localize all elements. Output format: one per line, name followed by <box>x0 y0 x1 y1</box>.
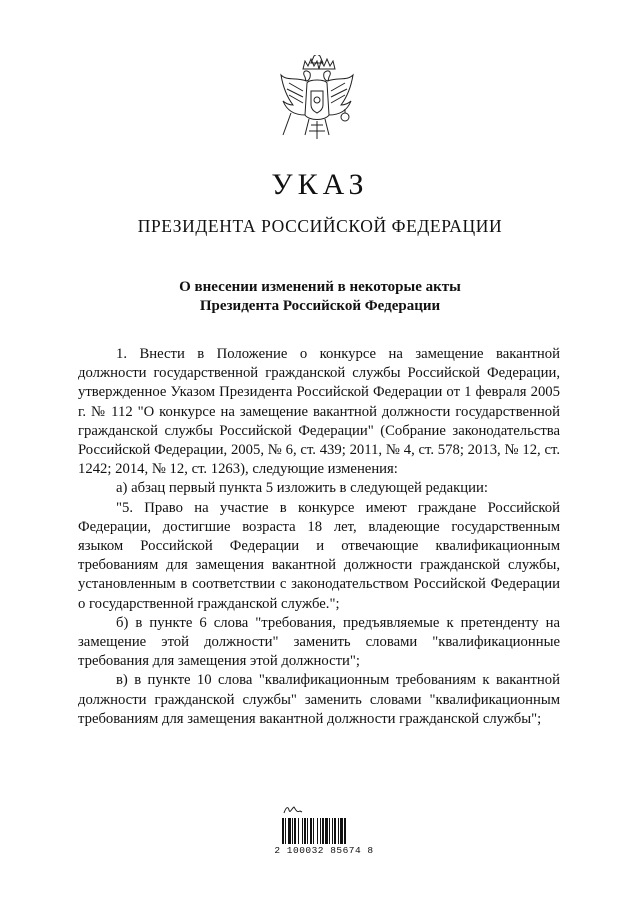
paragraph-2: а) абзац первый пункта 5 изложить в следующей редакции: <box>116 480 488 497</box>
document-heading <box>0 278 640 316</box>
document-type-title: УКАЗ <box>271 168 369 201</box>
barcode-icon <box>282 818 366 844</box>
paragraph-3: "5. Право на участие в конкурсе имеют граждане Российской Федерации, достигшие возраста 18 лет, владеющие государственным языком Российской Федерации и отвечающие квалификационным требованиям для замещения вакантной должности гражданской службы, установленным в соответствии с законодательством Российской Федерации о государственной гражданской службе."; <box>78 499 560 612</box>
paragraph-5: в) в пункте 10 слова "квалификационным требованиям к вакантной должности гражданской службы" заменить словами "квалификационным требованиям для замещения вакантной должности гражданской службы"; <box>78 672 560 727</box>
heading-line-2: Президента Российской Федерации <box>199 298 441 314</box>
handwritten-initials-icon <box>282 804 304 816</box>
coat-of-arms-icon <box>275 55 359 141</box>
document-body <box>78 345 560 729</box>
paragraph-1: 1. Внести в Положение о конкурсе на замещение вакантной должности государственной гражданской службы Российской Федерации, утвержденное Указом Президента Российской Федерации от 1 февраля 2005 г. № 112 "О конкурсе на замещение вакантной должности государственной гражданской службы Российской Федерации" (Собрание законодательства Российской Федерации, 2005, № 6, ст. 439; 2011, № 4, ст. 578; 2013, № 12, ст. 1242; 2014, № 12, ст. 1263), следующие изменения: <box>78 346 560 478</box>
barcode-number: 2 100032 85674 8 <box>274 845 374 856</box>
heading-line-1: О внесении изменений в некоторые акты <box>179 279 461 295</box>
paragraph-4: б) в пункте 6 слова "требования, предъявляемые к претенденту на замещение этой должности" заменить словами "квалификационные требования для замещения этой должности"; <box>78 614 560 670</box>
issuer-title: ПРЕЗИДЕНТА РОССИЙСКОЙ ФЕДЕРАЦИИ <box>137 216 503 236</box>
